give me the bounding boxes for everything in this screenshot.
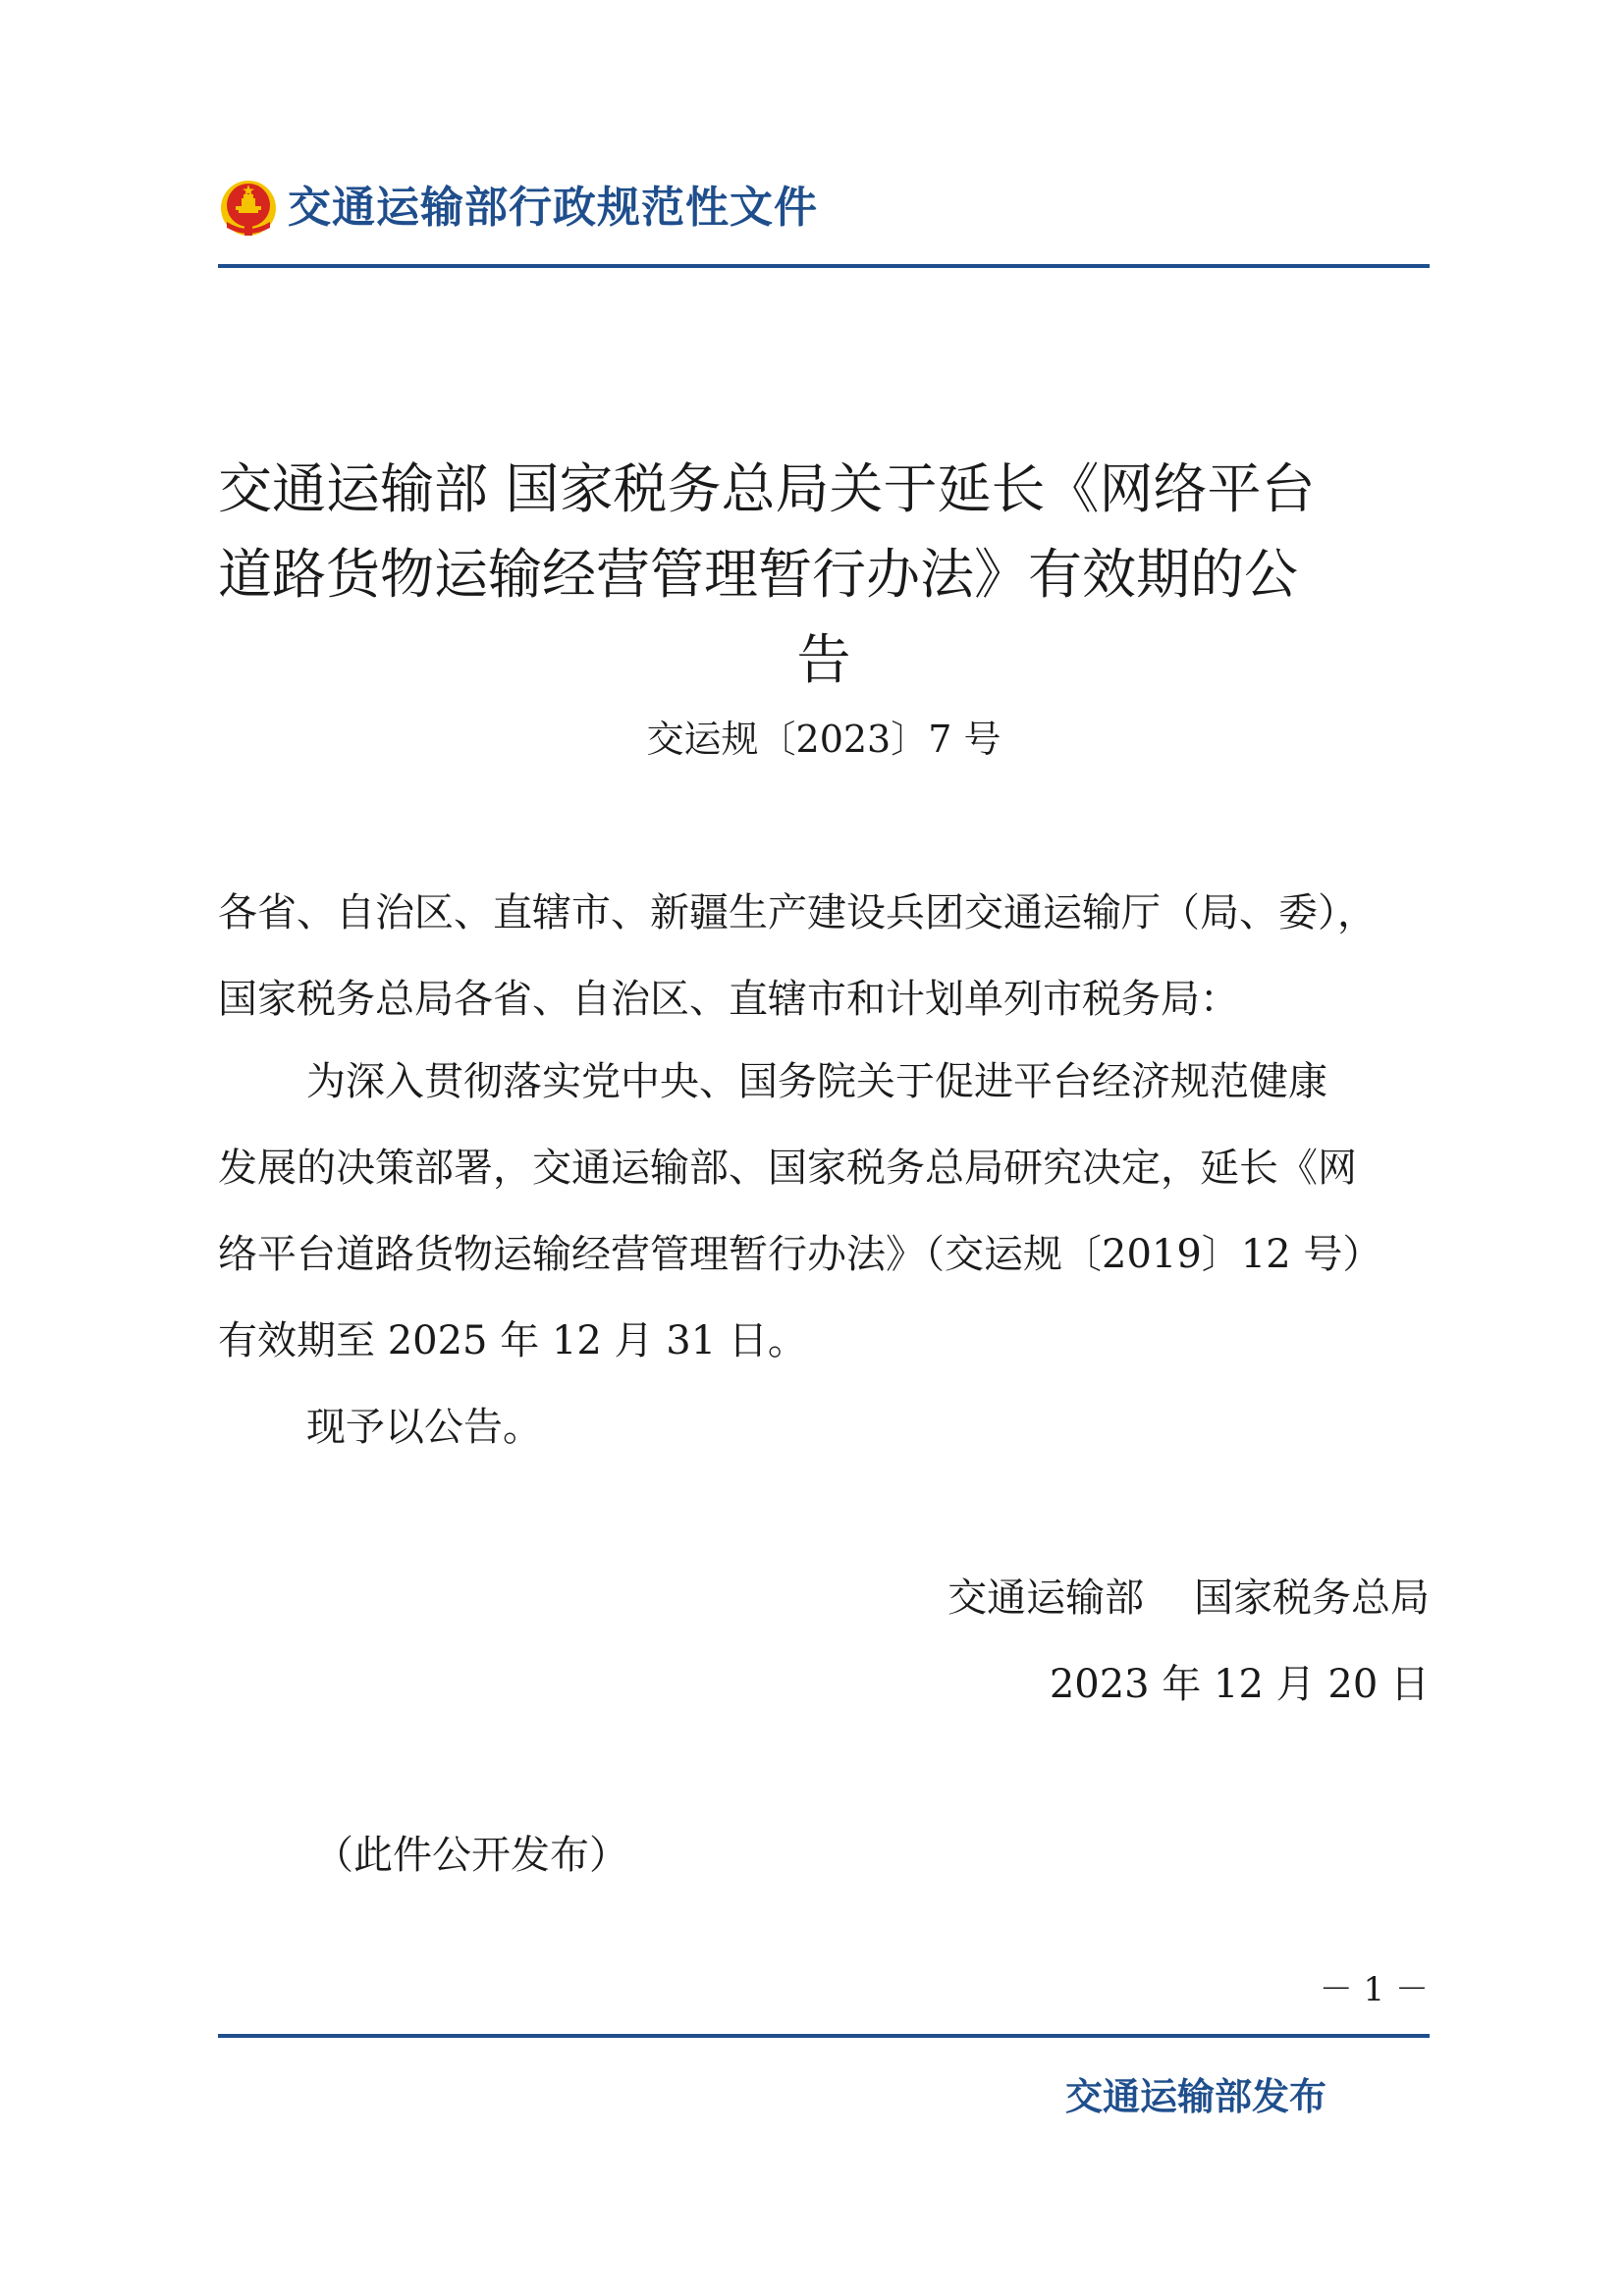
document-title [218,447,1430,703]
national-emblem-icon [219,179,278,238]
public-release-note: （此件公开发布） [314,1833,628,1878]
recipients-line: 国家税务总局各省、自治区、直辖市和计划单列市税务局： [218,977,1239,1022]
header-rule [218,264,1430,268]
footer-rule [218,2034,1430,2038]
title-line: 交通运输部 国家税务总局关于延长《网络平台 [218,457,1316,520]
body-line: 为深入贯彻落实党中央、国务院关于促进平台经济规范健康 [306,1059,1327,1104]
page-number: － 1 － [1319,1970,1429,2009]
signature-organizations: 交通运输部 国家税务总局 [947,1575,1430,1621]
title-line: 道路货物运输经营管理暂行办法》有效期的公 [218,543,1299,606]
recipients-line: 各省、自治区、直辖市、新疆生产建设兵团交通运输厅（局、委）， [218,890,1377,935]
title-line: 告 [796,628,851,691]
header-title: 交通运输部行政规范性文件 [288,183,818,233]
body-line: 络平台道路货物运输经营管理暂行办法》（交运规〔2019〕12 号） [218,1232,1382,1277]
body-line: 有效期至 2025 年 12 月 31 日。 [218,1318,807,1363]
footer-publisher: 交通运输部发布 [1065,2075,1327,2118]
signature-date: 2023 年 12 月 20 日 [1049,1662,1430,1707]
body-line: 发展的决策部署，交通运输部、国家税务总局研究决定，延长《网 [218,1146,1357,1191]
recipients [218,883,1430,1056]
body-paragraph [218,1052,1430,1398]
closing-statement: 现予以公告。 [306,1405,542,1450]
document-number: 交运规〔2023〕7 号 [646,718,1001,761]
